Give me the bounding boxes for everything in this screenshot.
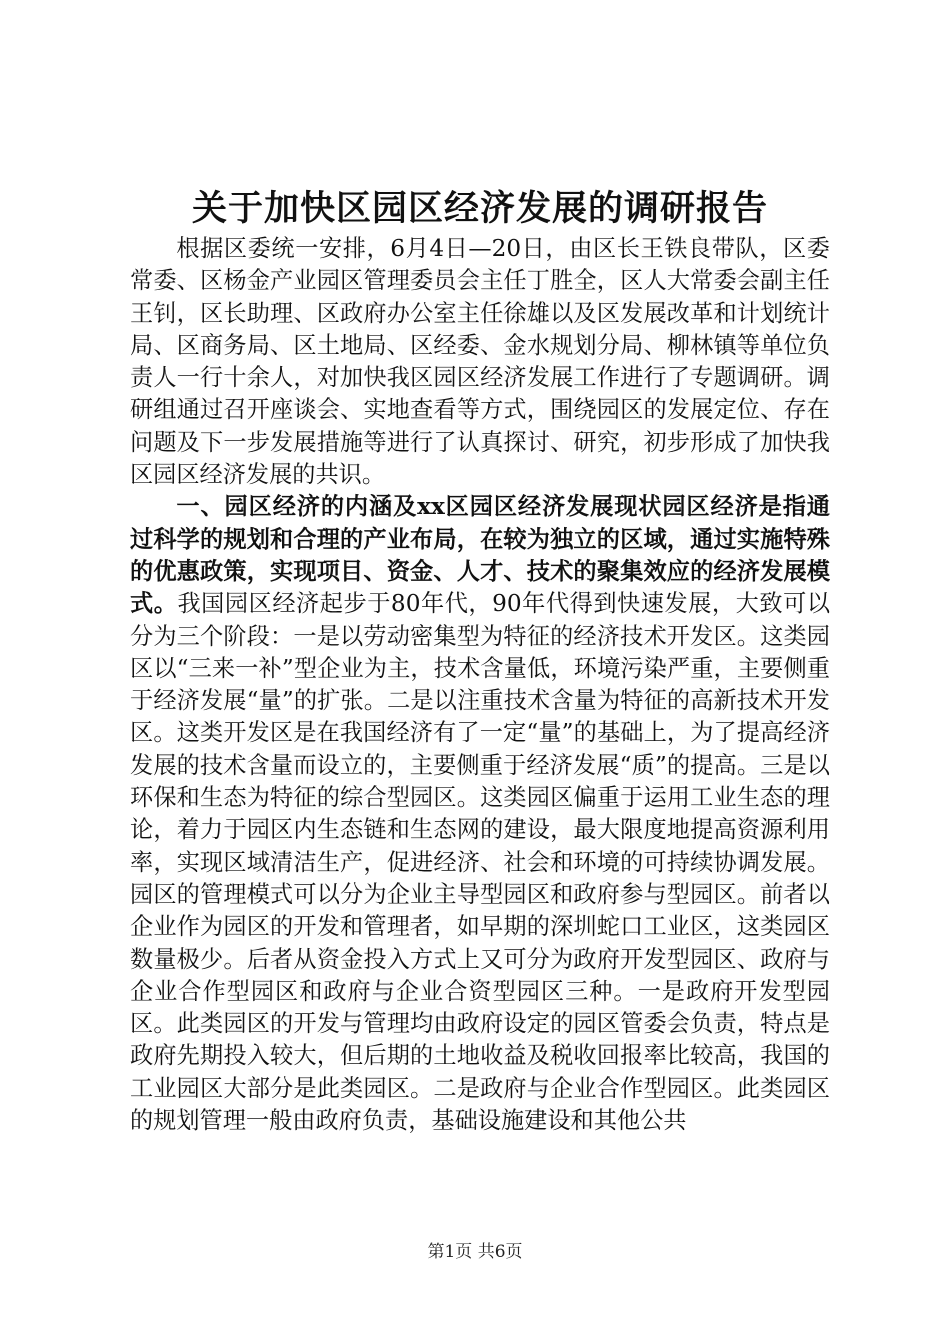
page-number-footer: 第1页 共6页 [427,1242,523,1262]
section-one-paragraph [130,491,830,1137]
intro-paragraph-text: 根据区委统一安排，6月4日—20日，由区长王铁良带队，区委常委、区杨金产业园区管理委员会主任丁胜全，区人大常委会副主任王钊，区长助理、区政府办公室主任徐雄以及区发展改革和计划统计局、区商务局、区土地局、区经委、金水规划分局、柳林镇等单位负责人一行十余人，对加快我区园区经济发展工作进行了专题调研。调研组通过召开座谈会、实地查看等方式，围绕园区的发展定位、存在问题及下一步发展措施等进行了认真探讨、研究，初步形成了加快我区园区经济发展的共识。 [130,235,830,489]
section-one-heading: 一、园区经济的内涵及xx区园区经济发展现状园区经济是指通过科学的规划和合理的产业布局，在较为独立的区域，通过实施特殊的优惠政策，实现项目、资金、人才、技术的聚集效应的经济发展模式。 [130,493,830,618]
document-body [130,233,830,1137]
document-title: 关于加快区园区经济发展的调研报告 [191,188,768,229]
section-one-text: 我国园区经济起步于80年代，90年代得到快速发展，大致可以分为三个阶段：一是以劳动密集型为特征的经济技术开发区。这类园区以“三来一补”型企业为主，技术含量低，环境污染严重，主要侧重于经济发展“量”的扩张。二是以注重技术含量为特征的高新技术开发区。这类开发区是在我国经济有了一定“量”的基础上，为了提高经济发展的技术含量而设立的，主要侧重于经济发展“质”的提高。三是以环保和生态为特征的综合型园区。这类园区偏重于运用工业生态的理论，着力于园区内生态链和生态网的建设，最大限度地提高资源利用率，实现区域清洁生产，促进经济、社会和环境的可持续协调发展。园区的管理模式可以分为企业主导型园区和政府参与型园区。前者以企业作为园区的开发和管理者，如早期的深圳蛇口工业区，这类园区数量极少。后者从资金投入方式上又可分为政府开发型园区、政府与企业合作型园区和政府与企业合资型园区三种。一是政府开发型园区。此类园区的开发与管理均由政府设定的园区管委会负责，特点是政府先期投入较大，但后期的土地收益及税收回报率比较高，我国的工业园区大部分是此类园区。二是政府与企业合作型园区。此类园区的规划管理一般由政府负责，基础设施建设和其他公共 [130,590,831,1135]
intro-paragraph [130,233,830,491]
